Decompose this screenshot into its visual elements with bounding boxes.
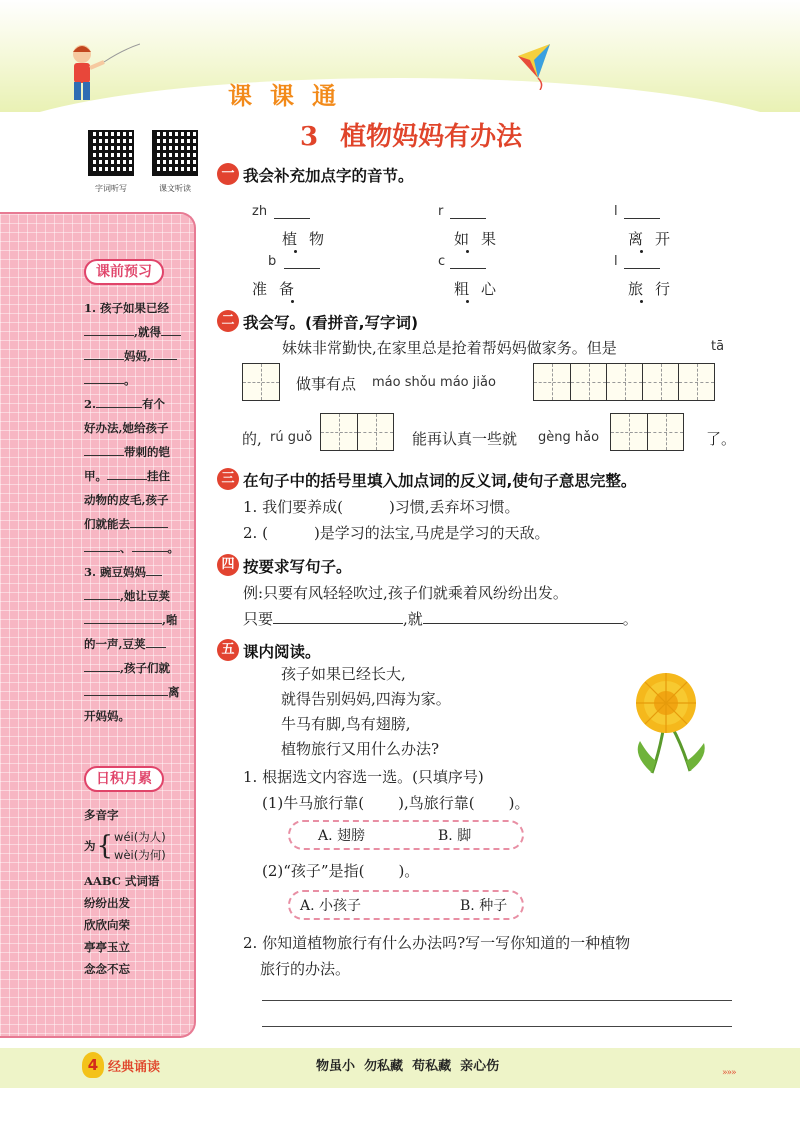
prompt-text: ,就 (403, 610, 423, 628)
qr-code-listening[interactable] (152, 130, 198, 176)
char: 心 (481, 280, 509, 298)
question-text: )。 (508, 794, 530, 812)
passage-text: 的, (242, 430, 262, 448)
pinyin-ta: tā (711, 339, 725, 354)
section-title: 按要求写句子。 (243, 558, 352, 576)
word (628, 278, 682, 299)
series-title: 课课通 (228, 81, 354, 110)
preview-line: 离 (168, 685, 180, 699)
char: 行 (655, 280, 683, 298)
word (454, 228, 508, 249)
dotted-char: 如 (454, 230, 482, 248)
preview-line: 挂住 (147, 469, 170, 483)
preview-line: ,啪 (162, 613, 178, 627)
answer-blank[interactable] (146, 562, 162, 576)
answer-blank[interactable] (84, 442, 124, 456)
accumulation-content (84, 804, 192, 980)
options-box (288, 890, 524, 920)
preview-line: ,就得 (134, 325, 162, 339)
char-box[interactable] (642, 364, 678, 400)
preview-line: 们就能去 (84, 517, 130, 531)
char-box[interactable] (321, 414, 357, 450)
char-box-group[interactable] (320, 413, 394, 451)
section-number: 一 (217, 163, 239, 185)
lesson-title-text: 植物妈妈有办法 (340, 122, 523, 152)
option-b[interactable]: B. 种子 (460, 898, 508, 914)
preview-line: 1. 孩子如果已经 (84, 301, 170, 315)
answer-blank[interactable] (161, 322, 181, 336)
passage-text: 了。 (706, 430, 737, 448)
preview-line: 、 (120, 541, 132, 555)
char: 准 (252, 280, 280, 298)
question-text: 2. ( (243, 524, 268, 542)
preview-line: 开妈妈。 (84, 709, 130, 723)
question-1a (262, 792, 529, 813)
section-number: 四 (217, 554, 239, 576)
poem-line: 孩子如果已经长大, (281, 665, 406, 683)
section-number: 三 (217, 468, 239, 490)
section-title: 我会写。(看拼音,写字词) (243, 314, 419, 332)
initial-label: b (268, 254, 277, 269)
syllable-blank[interactable] (450, 268, 486, 269)
char-box[interactable] (357, 414, 393, 450)
word (282, 228, 336, 249)
question-text: (1)牛马旅行靠( (262, 794, 365, 812)
preview-line: 3. 豌豆妈妈 (84, 565, 147, 579)
char-box[interactable] (611, 414, 647, 450)
preview-line: 带刺的铠 (124, 445, 170, 459)
question-text: 1. 我们要养成( (243, 498, 343, 516)
preview-line: 。 (124, 373, 136, 387)
example-sentence: 例:只要有风轻轻吹过,孩子们就乘着风纷纷出发。 (243, 584, 568, 602)
answer-blank[interactable] (84, 682, 168, 696)
question-text: 旅行的办法。 (260, 960, 351, 978)
lesson-title (300, 116, 522, 153)
aabc-word: 纷纷出发 (84, 896, 130, 910)
answer-blank[interactable] (84, 370, 124, 384)
syllable-blank[interactable] (624, 268, 660, 269)
question-1: 1. 根据选文内容选一选。(只填序号) (243, 768, 484, 786)
char-box[interactable] (570, 364, 606, 400)
question-text: )习惯,丢弃坏习惯。 (388, 498, 520, 516)
answer-blank[interactable] (84, 538, 120, 552)
section-title: 我会补充加点字的音节。 (243, 167, 414, 185)
polyphone-char: 为 (84, 839, 96, 853)
initial-label: zh (252, 204, 268, 219)
preview-line: 2. (84, 397, 97, 411)
word (628, 228, 682, 249)
char-box[interactable] (647, 414, 683, 450)
initial-label: l (614, 204, 618, 219)
aabc-title: AABC 式词语 (84, 874, 160, 888)
brace-glyph: { (96, 831, 114, 861)
footer-label: 经典诵读 (108, 1060, 161, 1075)
qr-caption-listening: 课文听读 (159, 184, 191, 193)
char-box-group[interactable] (242, 363, 280, 401)
accumulation-tag: 日积月累 (84, 766, 164, 792)
char-box[interactable] (678, 364, 714, 400)
answer-blank[interactable] (151, 346, 177, 360)
footer-quote: 物虽小 勿私藏 苟私藏 亲心伤 (316, 1059, 500, 1074)
passage-text: 能再认真一些就 (412, 430, 518, 448)
kite-icon (510, 40, 560, 90)
word (252, 278, 306, 299)
section-number: 二 (217, 310, 239, 332)
question-text: ),鸟旅行靠( (398, 794, 475, 812)
question-text: (2)“孩子”是指( (262, 862, 365, 880)
option-b[interactable]: B. 脚 (438, 828, 472, 844)
boy-illustration (60, 40, 140, 106)
poem-line: 植物旅行又用什么办法? (281, 740, 440, 758)
prompt-text: 。 (622, 610, 638, 628)
dotted-char: 备 (279, 280, 307, 298)
preview-line: 妈妈, (124, 349, 152, 363)
dotted-char: 粗 (454, 280, 482, 298)
char: 开 (655, 230, 683, 248)
syllable-blank[interactable] (450, 218, 486, 219)
initial-label: r (438, 204, 444, 219)
char: 物 (309, 230, 337, 248)
pinyin-ruguo: rú guǒ (270, 430, 313, 445)
option-a[interactable]: A. 小孩子 (300, 898, 362, 914)
polyphone-reading: wéi(为人) (114, 830, 166, 844)
syllable-blank[interactable] (284, 268, 320, 269)
preview-line: 有个 (142, 397, 166, 411)
question-text: )是学习的法宝,马虎是学习的天敌。 (313, 524, 550, 542)
qr-code-dictation[interactable] (88, 130, 134, 176)
dotted-char: 旅 (628, 280, 656, 298)
page-number: 4 (82, 1052, 104, 1078)
char-box[interactable] (243, 364, 279, 400)
answer-blank[interactable] (84, 346, 124, 360)
poem-line: 就得告别妈妈,四海为家。 (281, 690, 451, 708)
syllable-blank[interactable] (274, 218, 310, 219)
question-line (243, 496, 520, 517)
polyphone-reading: wèi(为何) (114, 848, 166, 862)
initial-label: l (614, 254, 618, 269)
aabc-word: 念念不忘 (84, 962, 130, 976)
answer-blank[interactable] (146, 634, 166, 648)
answer-blank[interactable] (107, 466, 147, 480)
preview-line: 的一声,豆荚 (84, 637, 146, 651)
answer-blank[interactable] (96, 394, 142, 408)
qr-caption-dictation: 字词听写 (95, 184, 127, 193)
poem-line: 牛马有脚,鸟有翅膀, (281, 715, 411, 733)
preview-line: 甲。 (84, 469, 107, 483)
passage-line: 妹妹非常勤快,在家里总是抢着帮妈妈做家务。但是 (282, 339, 617, 357)
poem-excerpt (281, 662, 451, 762)
option-a[interactable]: A. 翅膀 (318, 828, 366, 844)
answer-blank[interactable] (273, 610, 403, 624)
section-number: 五 (217, 639, 239, 661)
char-box-group[interactable] (610, 413, 684, 451)
question-text: )。 (398, 862, 420, 880)
answer-blank[interactable] (84, 586, 120, 600)
char-box[interactable] (534, 364, 570, 400)
preview-line: 动物的皮毛,孩子 (84, 493, 169, 507)
preview-line: ,她让豆荚 (120, 589, 171, 603)
answer-line[interactable] (262, 1026, 732, 1027)
char-box[interactable] (606, 364, 642, 400)
question-1b (262, 860, 419, 881)
dotted-char: 植 (282, 230, 310, 248)
answer-blank[interactable] (130, 514, 168, 528)
answer-line[interactable] (262, 1000, 732, 1001)
question-2 (243, 930, 630, 982)
char: 果 (481, 230, 509, 248)
answer-blank[interactable] (423, 610, 623, 624)
word (454, 278, 508, 299)
passage-text: 做事有点 (296, 375, 357, 393)
preview-line: 好办法,她给孩子 (84, 421, 169, 435)
pinyin-maoshou: máo shǒu máo jiǎo (372, 375, 496, 390)
answer-blank[interactable] (84, 610, 162, 624)
answer-blank[interactable] (84, 658, 120, 672)
pinyin-genghao: gèng hǎo (538, 430, 600, 445)
lesson-number: 3 (300, 122, 319, 152)
answer-blank[interactable] (132, 538, 168, 552)
question-text: 2. 你知道植物旅行有什么办法吗?写一写你知道的一种植物 (243, 934, 631, 952)
aabc-word: 亭亭玉立 (84, 940, 130, 954)
footer-ornament: »»» (722, 1068, 736, 1078)
preview-tag: 课前预习 (84, 259, 164, 285)
preview-line: ,孩子们就 (120, 661, 171, 675)
preview-line: 。 (167, 541, 179, 555)
options-box (288, 820, 524, 850)
char-box-group[interactable] (533, 363, 715, 401)
initial-label: c (438, 254, 446, 269)
prompt-text: 只要 (243, 610, 274, 628)
question-line (243, 522, 550, 543)
syllable-blank[interactable] (624, 218, 660, 219)
dotted-char: 离 (628, 230, 656, 248)
answer-blank[interactable] (84, 322, 134, 336)
write-sentence-line (243, 608, 638, 629)
aabc-word: 欣欣向荣 (84, 918, 130, 932)
polyphone-title: 多音字 (84, 808, 119, 822)
preview-exercises (84, 296, 192, 728)
section-title: 在句子中的括号里填入加点词的反义词,使句子意思完整。 (243, 472, 637, 490)
dandelion-illustration (612, 665, 722, 775)
section-title: 课内阅读。 (243, 643, 321, 661)
